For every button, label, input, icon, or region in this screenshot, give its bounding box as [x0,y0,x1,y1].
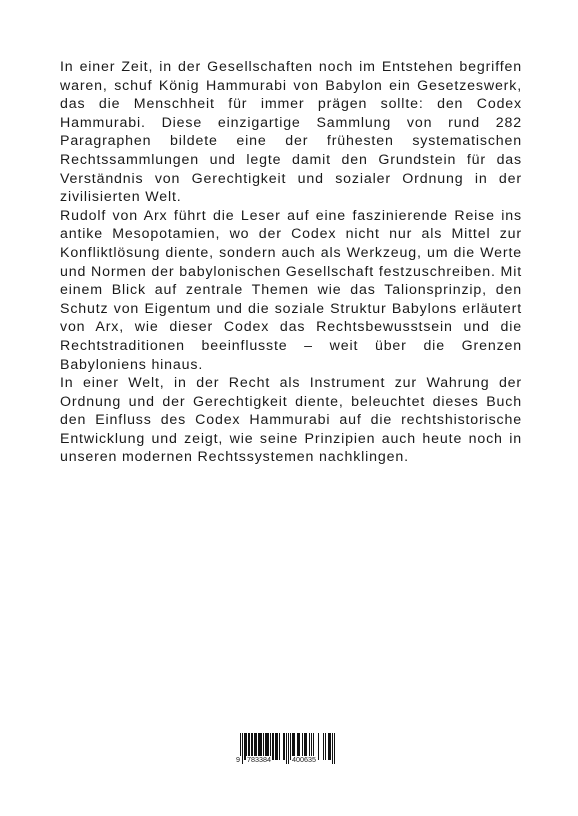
barcode-digits [236,755,340,767]
barcode-digits-right: 400635 [292,755,316,764]
barcode-digit-first: 9 [236,755,240,764]
barcode-digits-left: 783384 [247,755,271,764]
blurb-paragraph: In einer Welt, in der Recht als Instrument zur Wahrung der Ordnung und der Gerechtigkeit diente, beleuchtet dieses Buch den Einfluss des Codex Hammurabi auf die rechtshistorische Entwicklung und zeigt, wie seine Prinzipien auch heute noch in unseren modernen Rechtssystemen nachklingen. [60,375,522,466]
isbn-barcode [236,733,340,769]
blurb-paragraph: Rudolf von Arx führt die Leser auf eine faszinierende Reise ins antike Mesopotamien, wo der Codex nicht nur als Mittel zur Konfliktlösung diente, sondern auch als Werkzeug, um die Werte und Normen der babylonischen Gesellschaft festzuschreiben. Mit einem Blick auf zentrale Themen wie das Talionsprinzip, den Schutz von Eigentum und die soziale Struktur Babylons erläutert von Arx, wie dieser Codex das Rechtsbewusstsein und die Rechtstraditionen beeinflusste – weit über die Grenzen Babyloniens hinaus. [60,207,522,373]
back-cover-blurb [60,58,522,467]
blurb-paragraph: In einer Zeit, in der Gesellschaften noch im Entstehen begriffen waren, schuf König Hammurabi von Babylon ein Gesetzeswerk, das die Menschheit für immer prägen sollte: den Codex Hammurabi. Diese einzigartige Sammlung von rund 282 Paragraphen bildete eine der frühesten systematischen Rechtssammlungen und legte damit den Grundstein für das Verständnis von Gerechtigkeit und sozialer Ordnung in der zivilisierten Welt. [60,59,522,206]
